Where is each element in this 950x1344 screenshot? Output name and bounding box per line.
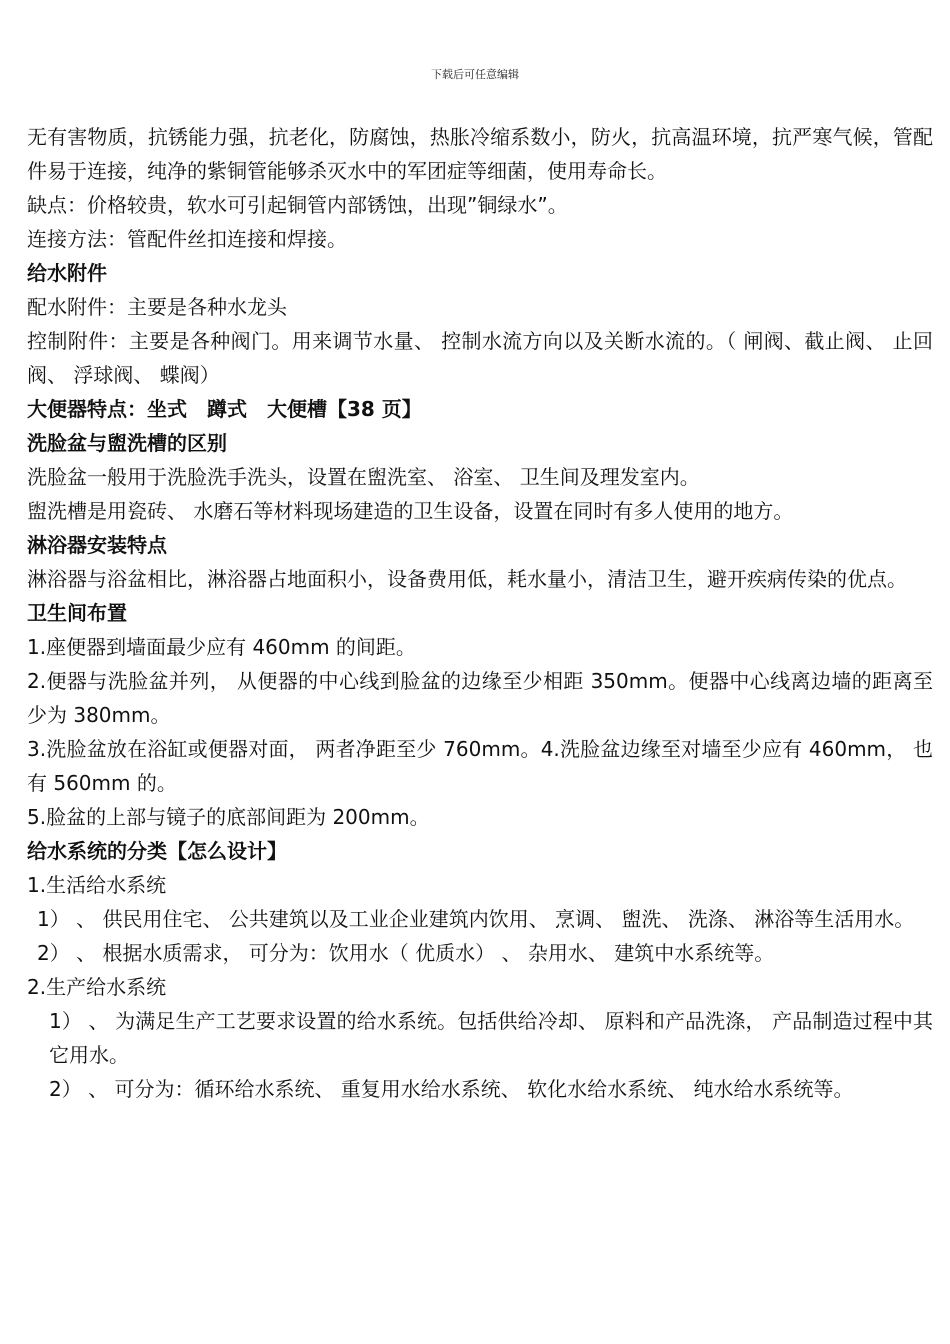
sub-item-production-2: 2） 、 可分为：循环给水系统、 重复用水给水系统、 软化水给水系统、 纯水给水系统等。 — [49, 1077, 854, 1101]
sub-item-domestic-2: 2） 、 根据水质需求， 可分为：饮用水（ 优质水） 、 杂用水、 建筑中水系统等。 — [37, 941, 775, 965]
heading-shower-installation: 淋浴器安装特点 — [27, 533, 167, 557]
heading-water-supply-fittings: 给水附件 — [27, 261, 107, 285]
heading-bathroom-layout: 卫生间布置 — [27, 601, 127, 625]
document-body — [27, 120, 933, 1106]
list-item-domestic-water: 1.生活给水系统 — [27, 873, 167, 897]
list-item-layout-3-4: 3.洗脸盆放在浴缸或便器对面， 两者净距至少 760mm。4.洗脸盆边缘至对墙至少应有 460mm， 也有 560mm 的。 — [27, 737, 933, 795]
list-item-layout-5: 5.脸盆的上部与镜子的底部间距为 200mm。 — [27, 805, 430, 829]
list-item-layout-1: 1.座便器到墙面最少应有 460mm 的间距。 — [27, 635, 416, 659]
paragraph-connection-method: 连接方法：管配件丝扣连接和焊接。 — [27, 227, 347, 251]
paragraph-shower-features: 淋浴器与浴盆相比，淋浴器占地面积小，设备费用低，耗水量小，清洁卫生，避开疾病传染的优点。 — [27, 567, 907, 591]
heading-washbasin-vs-trough: 洗脸盆与盥洗槽的区别 — [27, 431, 227, 455]
paragraph-washbasin: 洗脸盆一般用于洗脸洗手洗头，设置在盥洗室、 浴室、 卫生间及理发室内。 — [27, 465, 700, 489]
page-header: 下载后可任意编辑 — [431, 68, 519, 81]
sub-item-production-1: 1） 、 为满足生产工艺要求设置的给水系统。包括供给冷却、 原料和产品洗涤， 产品制造过程中其它用水。 — [49, 1009, 933, 1067]
paragraph-control-fittings: 控制附件：主要是各种阀门。用来调节水量、 控制水流方向以及关断水流的。（ 闸阀、截止阀、 止回阀、 浮球阀、 蝶阀） — [27, 329, 933, 387]
heading-toilet-features: 大便器特点：坐式 蹲式 大便槽【38 页】 — [27, 397, 422, 421]
heading-water-system-classification: 给水系统的分类【怎么设计】 — [27, 839, 287, 863]
paragraph-copper-pipe-advantages: 无有害物质，抗锈能力强，抗老化，防腐蚀，热胀冷缩系数小，防火，抗高温环境，抗严寒气候，管配件易于连接，纯净的紫铜管能够杀灭水中的军团症等细菌，使用寿命长。 — [27, 125, 933, 183]
paragraph-disadvantages: 缺点：价格较贵，软水可引起铜管内部锈蚀，出现”铜绿水”。 — [27, 193, 568, 217]
list-item-production-water: 2.生产给水系统 — [27, 975, 167, 999]
paragraph-distribution-fittings: 配水附件：主要是各种水龙头 — [27, 295, 287, 319]
sub-item-domestic-1: 1） 、 供民用住宅、 公共建筑以及工业企业建筑内饮用、 烹调、 盥洗、 洗涤、 淋浴等生活用水。 — [37, 907, 915, 931]
paragraph-wash-trough: 盥洗槽是用瓷砖、 水磨石等材料现场建造的卫生设备，设置在同时有多人使用的地方。 — [27, 499, 794, 523]
list-item-layout-2: 2.便器与洗脸盆并列， 从便器的中心线到脸盆的边缘至少相距 350mm。便器中心线离边墙的距离至少为 380mm。 — [27, 669, 933, 727]
